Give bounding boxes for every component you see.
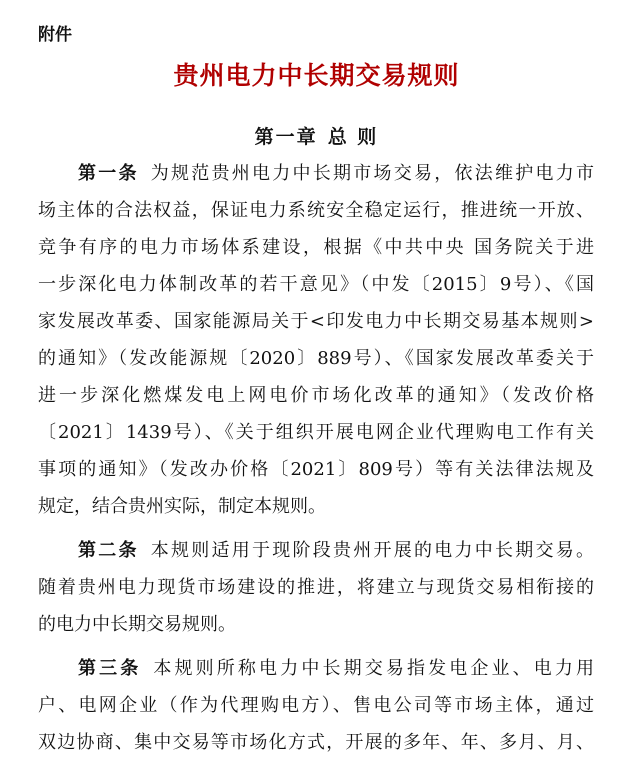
article-1-line-1 — [38, 160, 594, 188]
paragraph-line: 户、电网企业（作为代理购电方）、售电公司等市场主体，通过 — [38, 695, 594, 716]
document-title: 贵州电力中长期交易规则 — [173, 61, 460, 90]
paragraph-text: 本规则所称电力中长期交易指发电企业、电力用 — [153, 658, 594, 679]
chapter-number: 第一章 — [254, 126, 318, 148]
paragraph-line: 竞争有序的电力市场体系建设，根据《中共中央 国务院关于进 — [38, 237, 594, 258]
paragraph-line: 一步深化电力体制改革的若干意见》（中发〔2015〕9号）、《国 — [38, 274, 594, 295]
paragraph-line: 的通知》（发改能源规〔2020〕889号）、《国家发展改革委关于 — [38, 348, 594, 369]
paragraph-line: 事项的通知》（发改办价格〔2021〕809号）等有关法律法规及 — [38, 459, 594, 480]
paragraph-line: 随着贵州电力现货市场建设的推进，将建立与现货交易相衔接的 — [38, 577, 594, 598]
article-2-label: 第二条 — [78, 540, 139, 561]
chapter-heading — [0, 122, 633, 149]
paragraph-line: 的电力中长期交易规则。 — [38, 614, 236, 635]
article-2-line-1 — [38, 537, 594, 565]
paragraph-text: 为规范贵州电力中长期市场交易，依法维护电力市 — [150, 163, 594, 184]
article-3-line-1 — [38, 655, 594, 683]
paragraph-line: 规定，结合贵州实际，制定本规则。 — [38, 496, 326, 517]
paragraph-line: 家发展改革委、国家能源局关于<印发电力中长期交易基本规则> — [38, 311, 594, 332]
article-3-label: 第三条 — [78, 658, 142, 679]
chapter-name: 总 则 — [327, 126, 379, 148]
paragraph-line: 〔2021〕1439号）、《关于组织开展电网企业代理购电工作有关 — [38, 422, 594, 443]
paragraph-text: 本规则适用于现阶段贵州开展的电力中长期交易。 — [150, 540, 594, 561]
paragraph-line: 双边协商、集中交易等市场化方式，开展的多年、年、多月、月、 — [38, 732, 594, 753]
article-1-label: 第一条 — [78, 163, 139, 184]
paragraph-line: 场主体的合法权益，保证电力系统安全稳定运行，推进统一开放、 — [38, 200, 594, 221]
attachment-label: 附件 — [38, 25, 72, 45]
paragraph-line: 进一步深化燃煤发电上网电价市场化改革的通知》（发改价格 — [38, 385, 594, 406]
